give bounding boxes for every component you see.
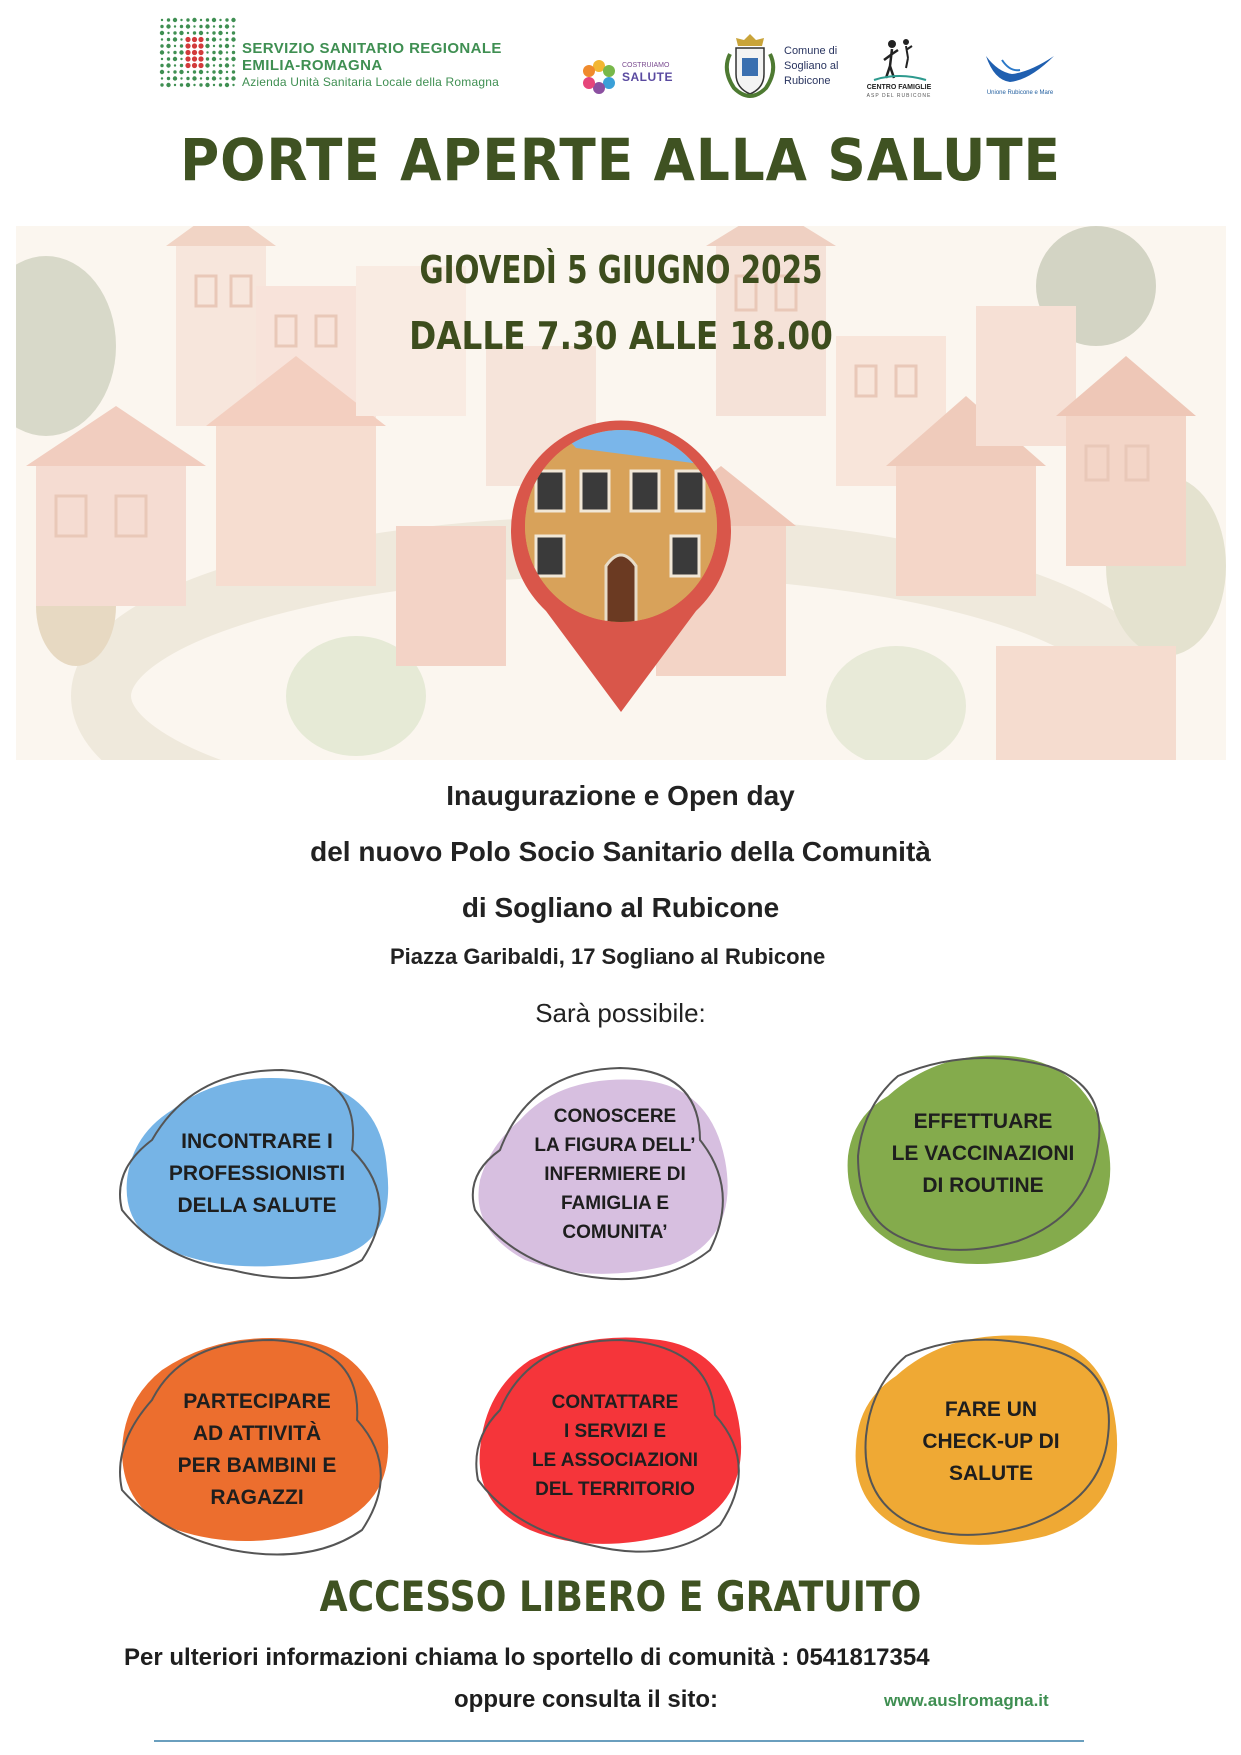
activity-label: FARE UN CHECK-UP DI SALUTE [922, 1398, 1060, 1485]
activity-blob-children [112, 1330, 402, 1560]
ausl-logo-line2: EMILIA-ROMAGNA [242, 57, 383, 74]
costruiamo-salute-logo [576, 54, 672, 100]
ausl-romagna-logo [158, 16, 518, 92]
activity-blob-services [470, 1330, 760, 1560]
comune-logo-line3: Rubicone [784, 75, 831, 87]
description-line3: di Sogliano al Rubicone [461, 892, 780, 923]
comune-logo-line1: Comune di [784, 45, 838, 57]
famiglie-logo-line2: ASP DEL RUBICONE [866, 93, 932, 99]
page-title: PORTE APERTE ALLA SALUTE [180, 126, 1061, 194]
coat-of-arms-icon [720, 30, 780, 102]
activity-blob-professionals [112, 1060, 402, 1290]
town-illustration [16, 226, 1226, 760]
info-phone-line: Per ulteriori informazioni chiama lo sportello di comunità : 0541817354 [124, 1644, 930, 1671]
salute-wheel-icon [576, 54, 622, 100]
centro-famiglie-logo [866, 36, 932, 102]
comune-sogliano-logo [720, 30, 840, 102]
ausl-dots-icon [158, 16, 238, 92]
activity-label: PARTECIPARE AD ATTIVITÀ PER BAMBINI E RAGAZZI [177, 1390, 337, 1509]
possible-heading: Sarà possibile: [535, 998, 706, 1028]
ausl-logo-line1: SERVIZIO SANITARIO REGIONALE [242, 40, 502, 57]
activity-label: CONOSCERE LA FIGURA DELL’ INFERMIERE DI FAMIGLIA E COMUNITA’ [534, 1106, 696, 1243]
free-access-banner: ACCESSO LIBERO E GRATUITO [319, 1572, 922, 1621]
description-line2: del nuovo Polo Socio Sanitario della Comunità [310, 836, 931, 867]
activity-label: INCONTRARE I PROFESSIONISTI DELLA SALUTE [168, 1130, 346, 1217]
activity-blob-nurse [470, 1060, 760, 1290]
activity-blob-vaccinations [838, 1046, 1128, 1276]
unione-rubicone-logo [980, 50, 1060, 100]
website-link[interactable]: www.auslromagna.it [884, 1691, 1049, 1710]
activity-label: CONTATTARE I SERVIZI E LE ASSOCIAZIONI DEL TERRITORIO [531, 1392, 699, 1500]
famiglie-logo-line1: CENTRO FAMIGLIE [866, 84, 932, 91]
hero-illustration [16, 226, 1226, 760]
event-time: DALLE 7.30 ALLE 18.00 [409, 314, 833, 358]
bottom-divider [154, 1740, 1084, 1742]
salute-logo-big: SALUTE [622, 70, 673, 84]
activity-label: EFFETTUARE LE VACCINAZIONI DI ROUTINE [891, 1110, 1075, 1197]
activity-blob-checkup [846, 1326, 1136, 1556]
unione-logo-text: Unione Rubicone e Mare [986, 90, 1054, 96]
info-site-line: oppure consulta il sito: [454, 1686, 719, 1713]
comune-logo-line2: Sogliano al [784, 60, 839, 72]
event-address: Piazza Garibaldi, 17 Sogliano al Rubicone [390, 944, 826, 969]
event-date: GIOVEDÌ 5 GIUGNO 2025 [419, 248, 823, 292]
unione-wave-icon [980, 50, 1060, 90]
family-figures-icon [866, 36, 932, 82]
ausl-logo-line3: Azienda Unità Sanitaria Locale della Romagna [242, 75, 499, 89]
salute-logo-small: COSTRUIAMO [622, 62, 670, 69]
description-line1: Inaugurazione e Open day [446, 780, 795, 811]
